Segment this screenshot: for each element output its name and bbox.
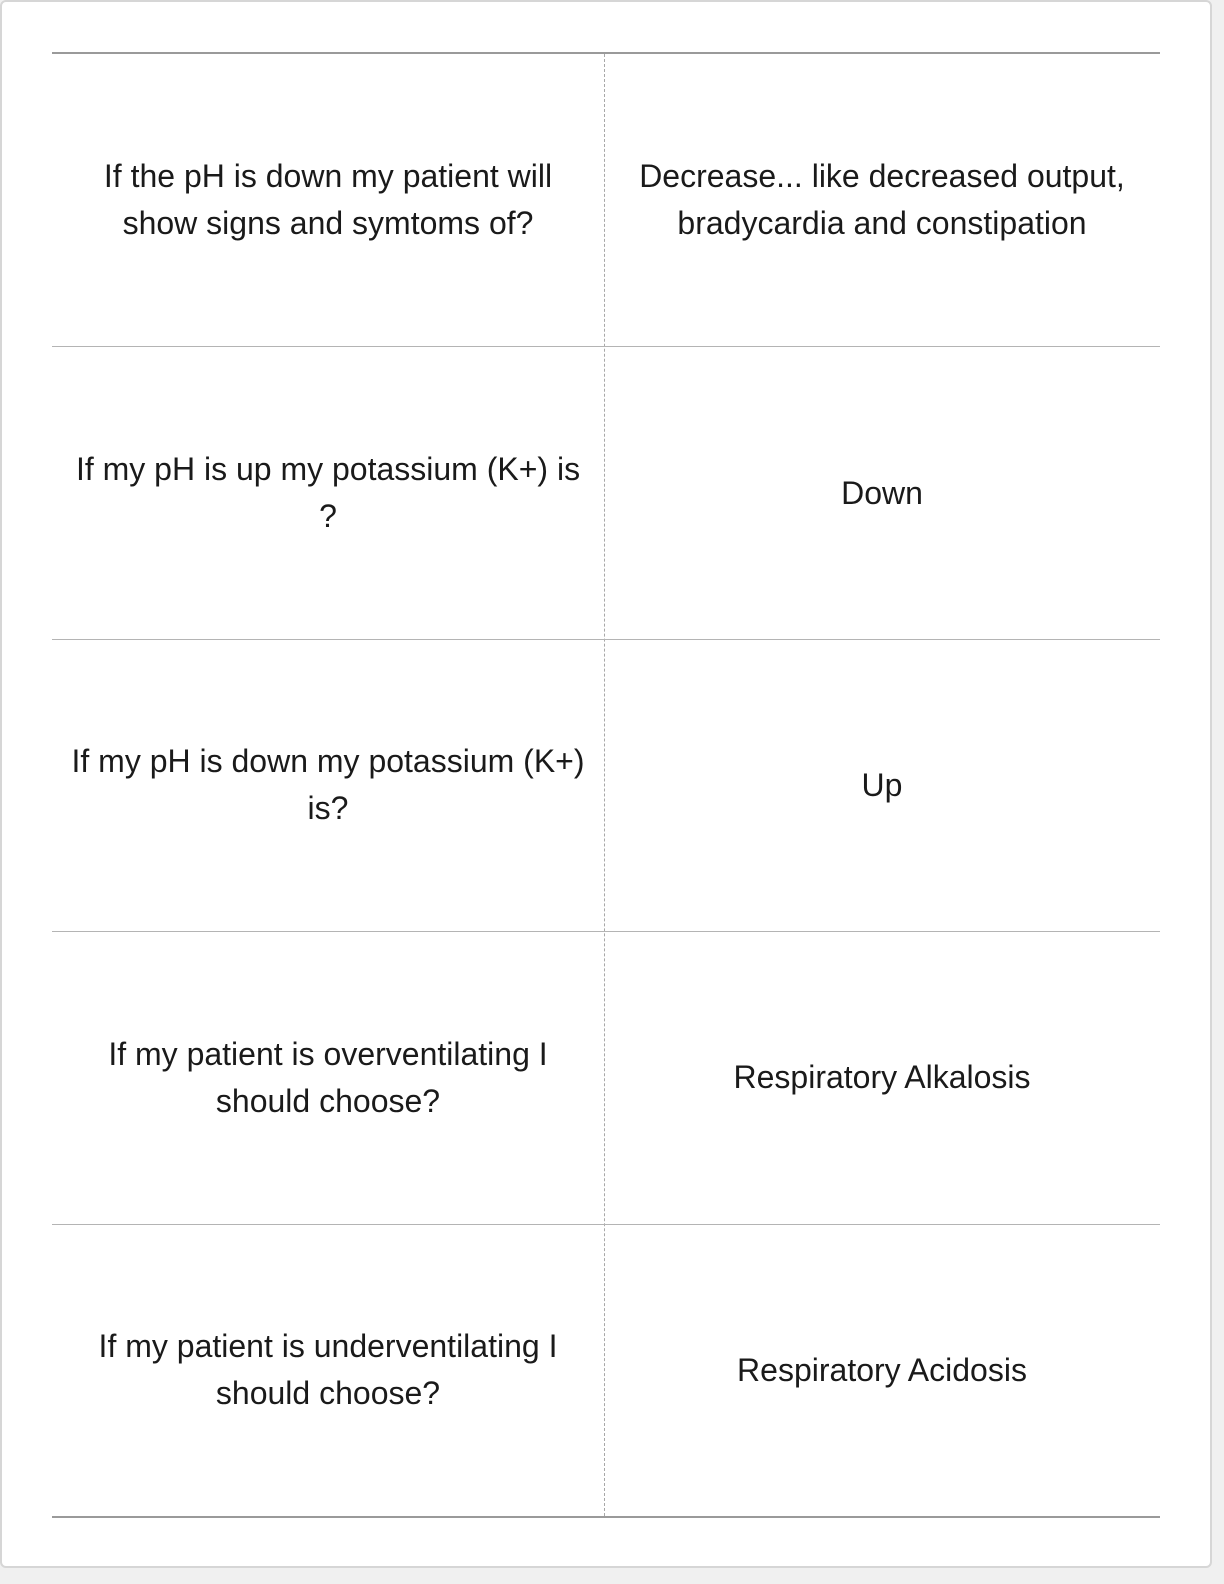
card-question: If my patient is underventilating I should choose? xyxy=(98,1328,558,1412)
flashcard-row xyxy=(52,639,1160,931)
flashcard-row xyxy=(52,54,1160,346)
card-question: If my patient is overventilating I should choose? xyxy=(108,1035,548,1119)
flashcard-row xyxy=(52,1224,1160,1516)
card-answer: Respiratory Acidosis xyxy=(737,1351,1027,1388)
card-question: If my pH is down my potassium (K+) is? xyxy=(71,743,585,827)
flashcard-row xyxy=(52,931,1160,1223)
card-question: If the pH is down my patient will show signs and symtoms of? xyxy=(103,158,553,242)
card-answer: Decrease... like decreased output, bradycardia and constipation xyxy=(639,158,1125,242)
card-answer: Respiratory Alkalosis xyxy=(733,1059,1031,1096)
card-answer: Down xyxy=(841,474,923,511)
card-answer: Up xyxy=(861,766,903,803)
card-question: If my pH is up my potassium (K+) is ? xyxy=(75,451,581,535)
flashcard-row xyxy=(52,346,1160,638)
flashcard-grid xyxy=(52,52,1160,1518)
